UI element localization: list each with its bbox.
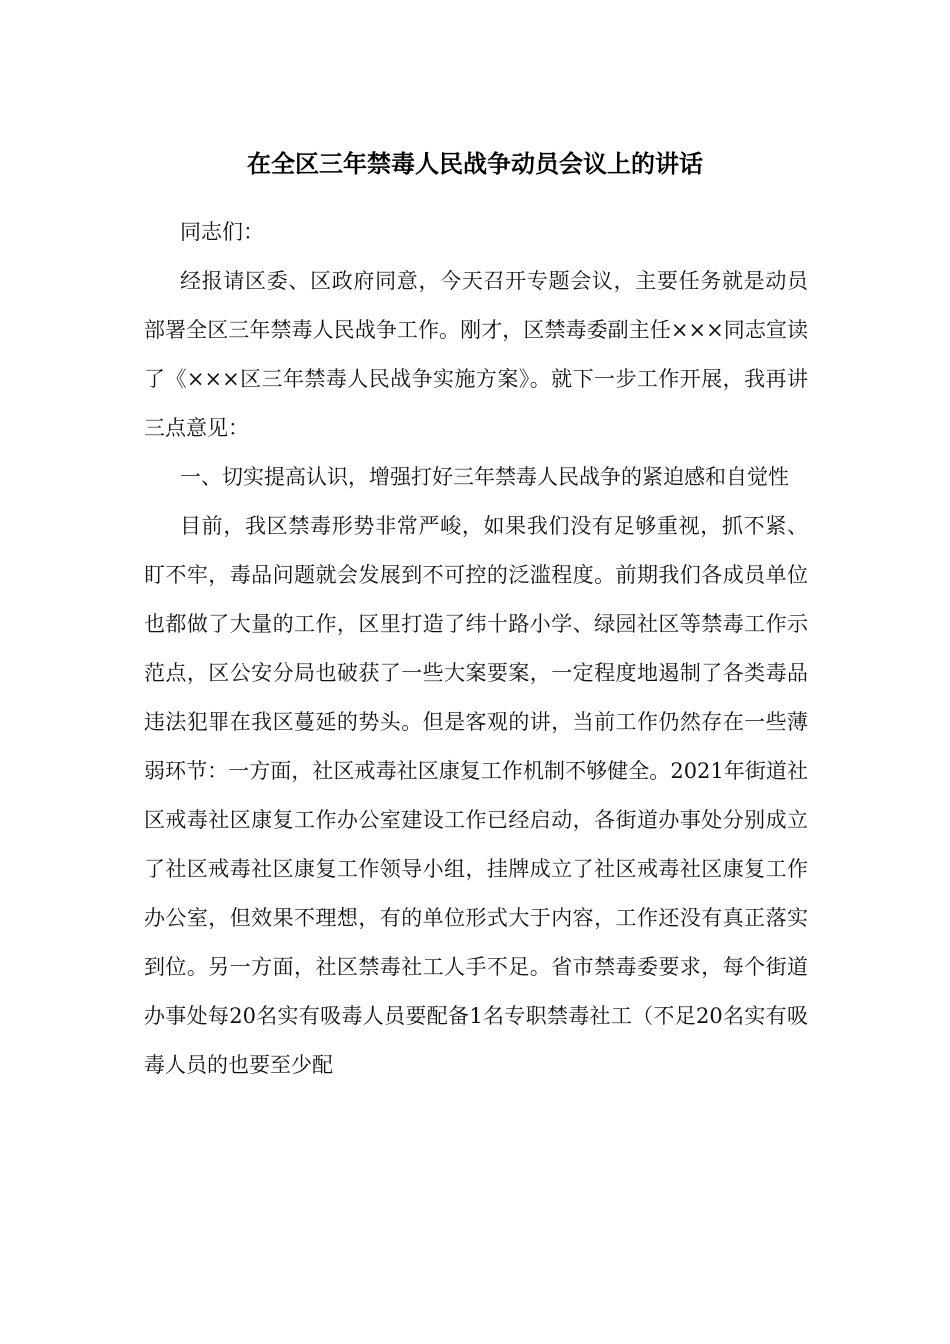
document-body: [144, 208, 808, 1090]
section-heading-1: 一、切实提高认识，增强打好三年禁毒人民战争的紧迫感和自觉性: [180, 465, 789, 489]
salutation-paragraph: 同志们：: [180, 220, 264, 244]
page-title: 在全区三年禁毒人民战争动员会议上的讲话: [247, 150, 703, 178]
body-paragraph: 目前，我区禁毒形势非常严峻，如果我们没有足够重视，抓不紧、盯不牢，毒品问题就会发展到不可控的泛滥程度。前期我们各成员单位也都做了大量的工作，区里打造了纬十路小学、绿园社区等禁毒工作示范点，区公安分局也破获了一些大案要案，一定程度地遏制了各类毒品违法犯罪在我区蔓延的势头。但是客观的讲，当前工作仍然存在一些薄弱环节：一方面，社区戒毒社区康复工作机制不够健全。2021年街道社区戒毒社区康复工作办公室建设工作已经启动，各街道办事处分别成立了社区戒毒社区康复工作领导小组，挂牌成立了社区戒毒社区康复工作办公室，但效果不理想，有的单位形式大于内容，工作还没有真正落实到位。另一方面，社区禁毒社工人手不足。省市禁毒委要求，每个街道办事处每20名实有吸毒人员要配备1名专职禁毒社工（不足20名实有吸毒人员的也要至少配: [144, 514, 808, 1077]
intro-paragraph: 经报请区委、区政府同意，今天召开专题会议，主要任务就是动员部署全区三年禁毒人民战争工作。刚才，区禁毒委副主任×××同志宣读了《×××区三年禁毒人民战争实施方案》。就下一步工作开展，我再讲三点意见：: [144, 269, 808, 440]
